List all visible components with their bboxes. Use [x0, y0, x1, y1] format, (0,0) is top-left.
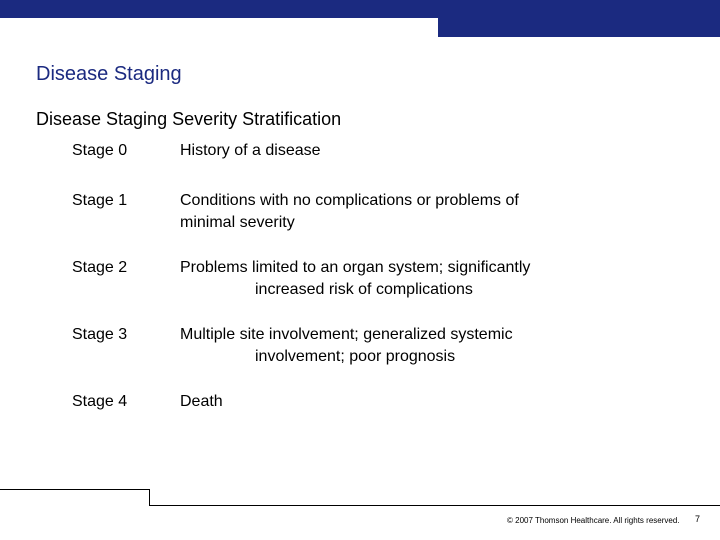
stage-description-line: Death: [180, 393, 223, 410]
stage-name: Stage 0: [72, 142, 128, 159]
copyright-notice: © 2007 Thomson Healthcare. All rights reserved.: [507, 516, 680, 525]
stage-description: [180, 391, 600, 413]
stage-description-line: increased risk of complications: [255, 281, 473, 298]
stage-description: [180, 140, 600, 162]
footer-divider-step: [149, 489, 150, 505]
stage-description: [180, 324, 600, 368]
footer-divider: [0, 489, 149, 490]
stage-description-line: minimal severity: [180, 214, 295, 231]
footer-divider: [149, 505, 720, 506]
header-bar-accent: [438, 0, 720, 37]
stage-description: [180, 190, 600, 234]
page-number: 7: [695, 514, 701, 524]
stage-description-line: involvement; poor prognosis: [255, 348, 456, 365]
stage-description: [180, 257, 600, 301]
stage-name: Stage 1: [72, 192, 128, 209]
stage-description-line: Problems limited to an organ system; significantly: [180, 259, 531, 276]
stage-name: Stage 3: [72, 326, 128, 343]
stage-name: Stage 4: [72, 393, 128, 410]
stage-name: Stage 2: [72, 259, 128, 276]
slide-subtitle: Disease Staging Severity Stratification: [36, 109, 342, 129]
stage-description-line: History of a disease: [180, 142, 321, 159]
stage-description-line: Multiple site involvement; generalized systemic: [180, 326, 513, 343]
slide-title: Disease Staging: [36, 63, 182, 85]
stage-description-line: Conditions with no complications or problems of: [180, 192, 519, 209]
